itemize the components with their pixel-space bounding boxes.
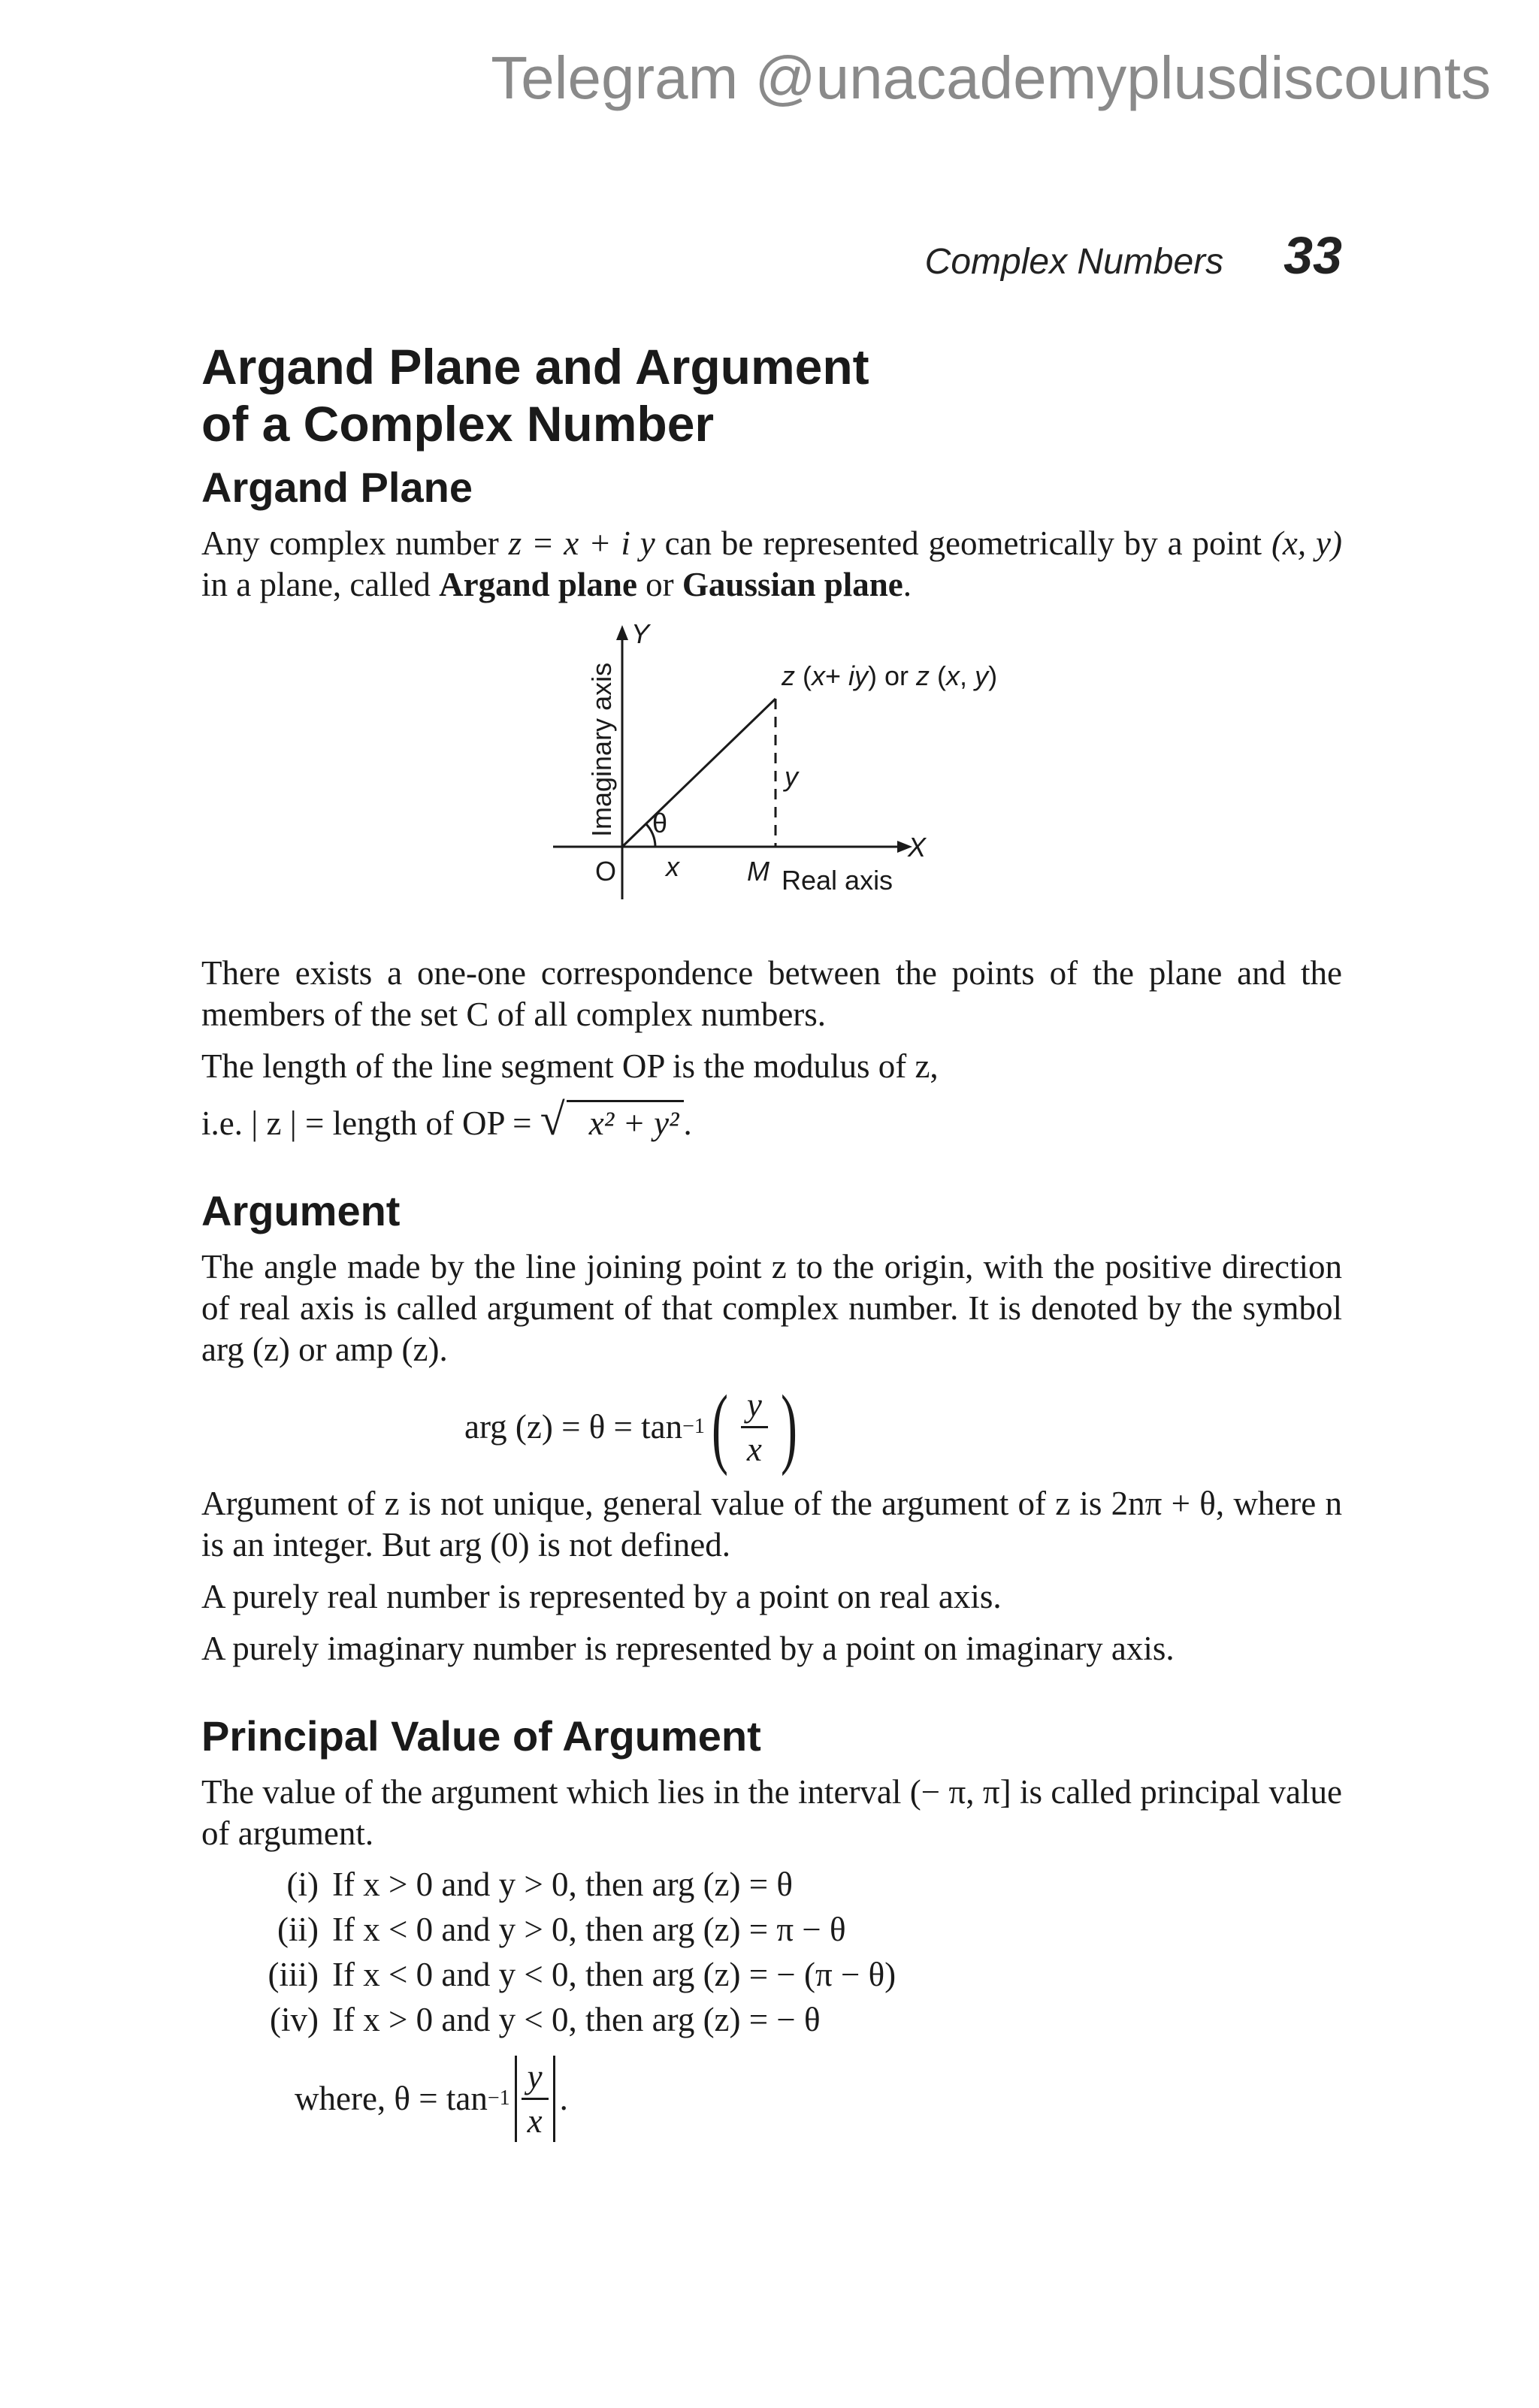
eq-sup: −1 xyxy=(682,1415,705,1438)
point-z-label: z (x+ iy) or z (x, y) xyxy=(782,660,998,691)
x-letter: X xyxy=(908,832,927,863)
where-numerator: y xyxy=(522,2056,549,2100)
text: in a plane, called xyxy=(201,566,440,603)
text: or xyxy=(636,566,682,603)
heading-argument: Argument xyxy=(201,1187,401,1234)
radical-sign: √ xyxy=(540,1095,565,1144)
case-number: (ii) xyxy=(277,1911,319,1948)
y-letter: Y xyxy=(631,618,650,649)
x-length-label: x xyxy=(666,851,679,882)
case-text: If x < 0 and y > 0, then arg (z) = π − θ xyxy=(332,1911,846,1948)
principal-cases xyxy=(201,1862,1342,2042)
where-sup: −1 xyxy=(487,2086,510,2110)
correspondence-paragraph: There exists a one-one correspondence between the points of the plane and the members of the set C of all complex numbers. xyxy=(201,954,1342,1033)
text: Any complex number xyxy=(201,524,509,562)
radicand: x² + y² xyxy=(567,1100,684,1144)
real-number-paragraph: A purely real number is represented by a point on real axis. xyxy=(201,1578,1002,1615)
page-number: 33 xyxy=(1284,226,1342,285)
case-number: (iii) xyxy=(268,1956,319,1993)
modulus-formula xyxy=(201,1095,1342,1144)
y-length-label: y xyxy=(785,761,798,792)
origin-label: O xyxy=(595,856,617,887)
case-text: If x > 0 and y > 0, then arg (z) = θ xyxy=(332,1866,793,1903)
case-row xyxy=(201,1862,1342,1907)
main-heading xyxy=(201,338,1342,452)
real-axis-label: Real axis xyxy=(782,865,893,896)
eq-fraction xyxy=(741,1384,768,1470)
where-lhs: where, θ = tan xyxy=(295,2080,488,2117)
text: can be represented geometrically by a point xyxy=(655,524,1271,562)
modulus-paragraph: The length of the line segment OP is the modulus of z, xyxy=(201,1047,939,1085)
where-period: . xyxy=(559,2080,568,2117)
heading-argand-plane: Argand Plane xyxy=(201,464,473,511)
argand-paragraph xyxy=(201,523,1342,606)
running-head xyxy=(925,225,1342,286)
left-paren: ( xyxy=(711,1376,728,1476)
text: . xyxy=(903,566,912,603)
main-heading-line1: Argand Plane and Argument xyxy=(201,339,869,394)
m-label: M xyxy=(747,856,770,887)
page-content xyxy=(201,338,1342,2155)
math-point: (x, y) xyxy=(1271,524,1342,562)
argument-equation xyxy=(464,1370,1342,1483)
case-number: (iv) xyxy=(270,2001,319,2038)
main-heading-line2: of a Complex Number xyxy=(201,396,715,452)
period: . xyxy=(683,1104,692,1142)
y-axis-arrow xyxy=(616,625,628,640)
where-equation xyxy=(295,2042,1342,2155)
case-row xyxy=(201,1952,1342,1997)
imaginary-number-paragraph: A purely imaginary number is represented by a point on imaginary axis. xyxy=(201,1630,1175,1667)
heading-principal-value: Principal Value of Argument xyxy=(201,1712,761,1760)
right-paren: ) xyxy=(780,1376,797,1476)
eq-lhs: arg (z) = θ = tan xyxy=(464,1408,683,1446)
principal-paragraph: The value of the argument which lies in the interval (− π, π] is called principal value of argument. xyxy=(201,1773,1342,1852)
case-text: If x < 0 and y < 0, then arg (z) = − (π − θ) xyxy=(332,1956,896,1993)
eq-numerator: y xyxy=(741,1384,768,1428)
where-denominator: x xyxy=(527,2101,543,2140)
chapter-title: Complex Numbers xyxy=(924,242,1224,282)
case-text: If x > 0 and y < 0, then arg (z) = − θ xyxy=(332,2001,821,2038)
eq-denominator: x xyxy=(746,1430,762,1468)
argand-diagram-svg xyxy=(201,618,1342,926)
where-fraction xyxy=(515,2056,555,2142)
term-gaussian-plane: Gaussian plane xyxy=(682,566,903,603)
case-row xyxy=(201,1907,1342,1952)
modulus-text: i.e. | z | = length of OP = xyxy=(201,1104,540,1142)
theta-label: θ xyxy=(652,808,668,838)
case-row xyxy=(201,1997,1342,2042)
general-value-paragraph: Argument of z is not unique, general value of the argument of z is 2nπ + θ, where n is an integer. But arg (0) is not defined. xyxy=(201,1485,1342,1564)
case-number: (i) xyxy=(286,1866,319,1903)
math-z: z = x + i y xyxy=(508,524,655,562)
term-argand-plane: Argand plane xyxy=(439,566,637,603)
watermark: Telegram @unacademyplusdiscounts xyxy=(491,44,1491,111)
argument-paragraph: The angle made by the line joining point z to the origin, with the positive direction of real axis is called argument of that complex number. It is denoted by the symbol arg (z) or amp (z). xyxy=(201,1248,1342,1368)
argand-diagram xyxy=(201,618,1342,926)
imaginary-axis-label: Imaginary axis xyxy=(586,662,617,837)
